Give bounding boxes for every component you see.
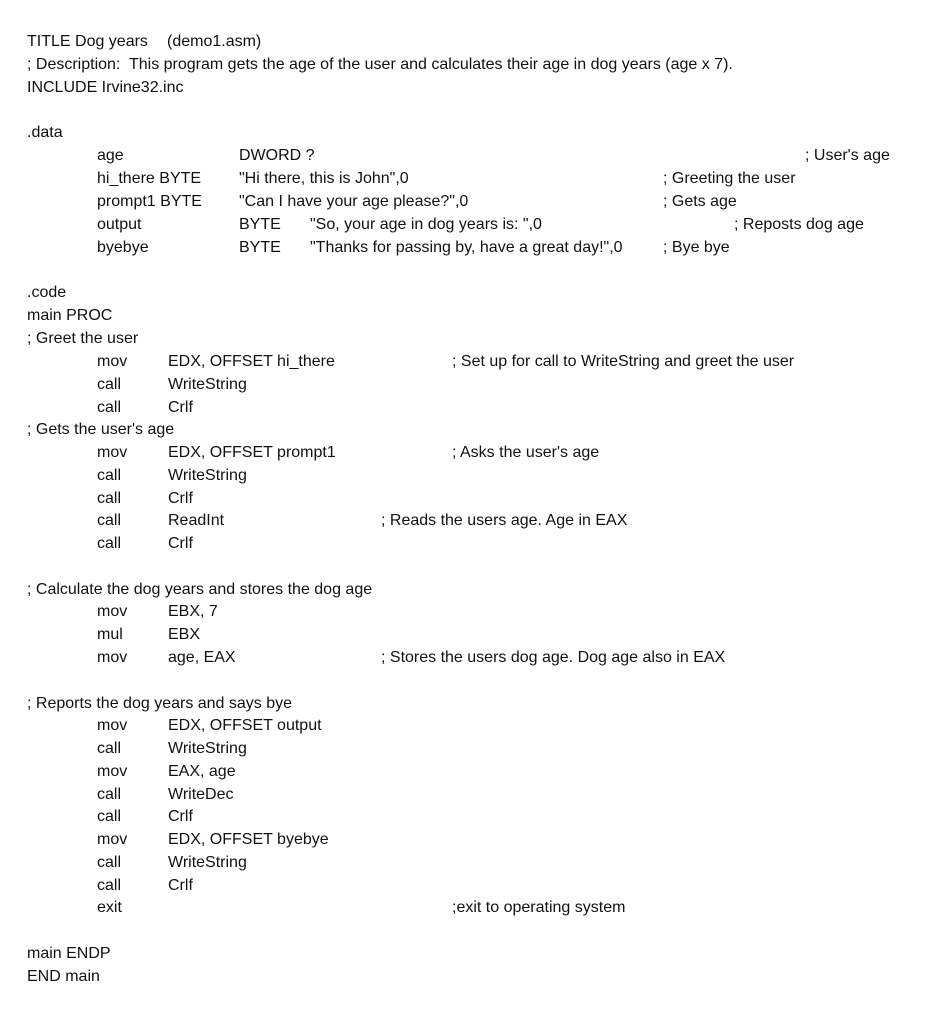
code-comment: ; Reads the users age. Age in EAX (381, 512, 628, 529)
var-hi-there-comment: ; Greeting the user (663, 170, 796, 187)
code-op: call (97, 786, 122, 803)
code-arg: Crlf (168, 535, 193, 552)
var-prompt1-comment: ; Gets age (663, 193, 737, 210)
title-keyword: TITLE Dog years (27, 33, 148, 50)
var-age-comment: ; User's age (805, 147, 890, 164)
code-op: mov (97, 831, 128, 848)
code-arg: EDX, OFFSET output (168, 717, 322, 734)
code-comment: ; Set up for call to WriteString and greet the user (452, 353, 795, 370)
code-op: call (97, 854, 122, 871)
code-arg: EBX, 7 (168, 603, 218, 620)
code-op: call (97, 535, 122, 552)
code-arg: Crlf (168, 399, 193, 416)
code-op: mov (97, 717, 128, 734)
code-op: mov (97, 603, 128, 620)
code-comment: ; Asks the user's age (452, 444, 600, 461)
greet-comment: ; Greet the user (27, 330, 139, 347)
end-main: END main (27, 968, 100, 985)
code-arg: Crlf (168, 490, 193, 507)
code-arg: EDX, OFFSET hi_there (168, 353, 335, 370)
include-directive: INCLUDE Irvine32.inc (27, 79, 184, 96)
var-byebye-value: "Thanks for passing by, have a great day!",0 (310, 239, 623, 256)
code-arg: Crlf (168, 808, 193, 825)
code-op: mov (97, 353, 128, 370)
code-op: exit (97, 899, 122, 916)
code-op: call (97, 399, 122, 416)
main-endp: main ENDP (27, 945, 111, 962)
var-prompt1-value: "Can I have your age please?",0 (239, 193, 469, 210)
var-output-value: "So, your age in dog years is: ",0 (310, 216, 542, 233)
main-proc: main PROC (27, 307, 113, 324)
code-arg: EBX (168, 626, 201, 643)
code-op: call (97, 467, 122, 484)
var-byebye-name: byebye (97, 239, 149, 256)
var-output-name: output (97, 216, 142, 233)
code-arg: age, EAX (168, 649, 236, 666)
var-hi-there-name: hi_there BYTE (97, 170, 202, 187)
var-byebye-type: BYTE (239, 239, 281, 256)
code-arg: WriteString (168, 740, 247, 757)
code-comment: ; Stores the users dog age. Dog age also in EAX (381, 649, 726, 666)
code-op: mul (97, 626, 123, 643)
code-op: call (97, 808, 122, 825)
code-op: mov (97, 649, 128, 666)
code-arg: Crlf (168, 877, 193, 894)
var-output-comment: ; Reposts dog age (734, 216, 864, 233)
description-comment: ; Description: This program gets the age of the user and calculates their age in dog years (age x 7). (27, 56, 733, 73)
code-section-label: .code (27, 284, 67, 301)
code-op: call (97, 376, 122, 393)
code-arg: EDX, OFFSET byebye (168, 831, 329, 848)
calc-comment: ; Calculate the dog years and stores the dog age (27, 581, 373, 598)
code-arg: WriteDec (168, 786, 234, 803)
code-op: mov (97, 444, 128, 461)
var-age-type: DWORD ? (239, 147, 315, 164)
data-section-label: .data (27, 124, 63, 141)
code-arg: EAX, age (168, 763, 236, 780)
code-op: mov (97, 763, 128, 780)
code-arg: ReadInt (168, 512, 225, 529)
title-filename: (demo1.asm) (167, 33, 262, 50)
code-op: call (97, 877, 122, 894)
code-op: call (97, 740, 122, 757)
var-byebye-comment: ; Bye bye (663, 239, 730, 256)
report-comment: ; Reports the dog years and says bye (27, 695, 293, 712)
code-arg: WriteString (168, 467, 247, 484)
code-arg: WriteString (168, 854, 247, 871)
code-op: call (97, 512, 122, 529)
var-hi-there-value: "Hi there, this is John",0 (239, 170, 409, 187)
var-output-type: BYTE (239, 216, 281, 233)
code-arg: EDX, OFFSET prompt1 (168, 444, 336, 461)
code-arg: WriteString (168, 376, 247, 393)
code-comment: ;exit to operating system (452, 899, 626, 916)
code-op: call (97, 490, 122, 507)
var-age-name: age (97, 147, 124, 164)
var-prompt1-name: prompt1 BYTE (97, 193, 202, 210)
getage-comment: ; Gets the user's age (27, 421, 175, 438)
